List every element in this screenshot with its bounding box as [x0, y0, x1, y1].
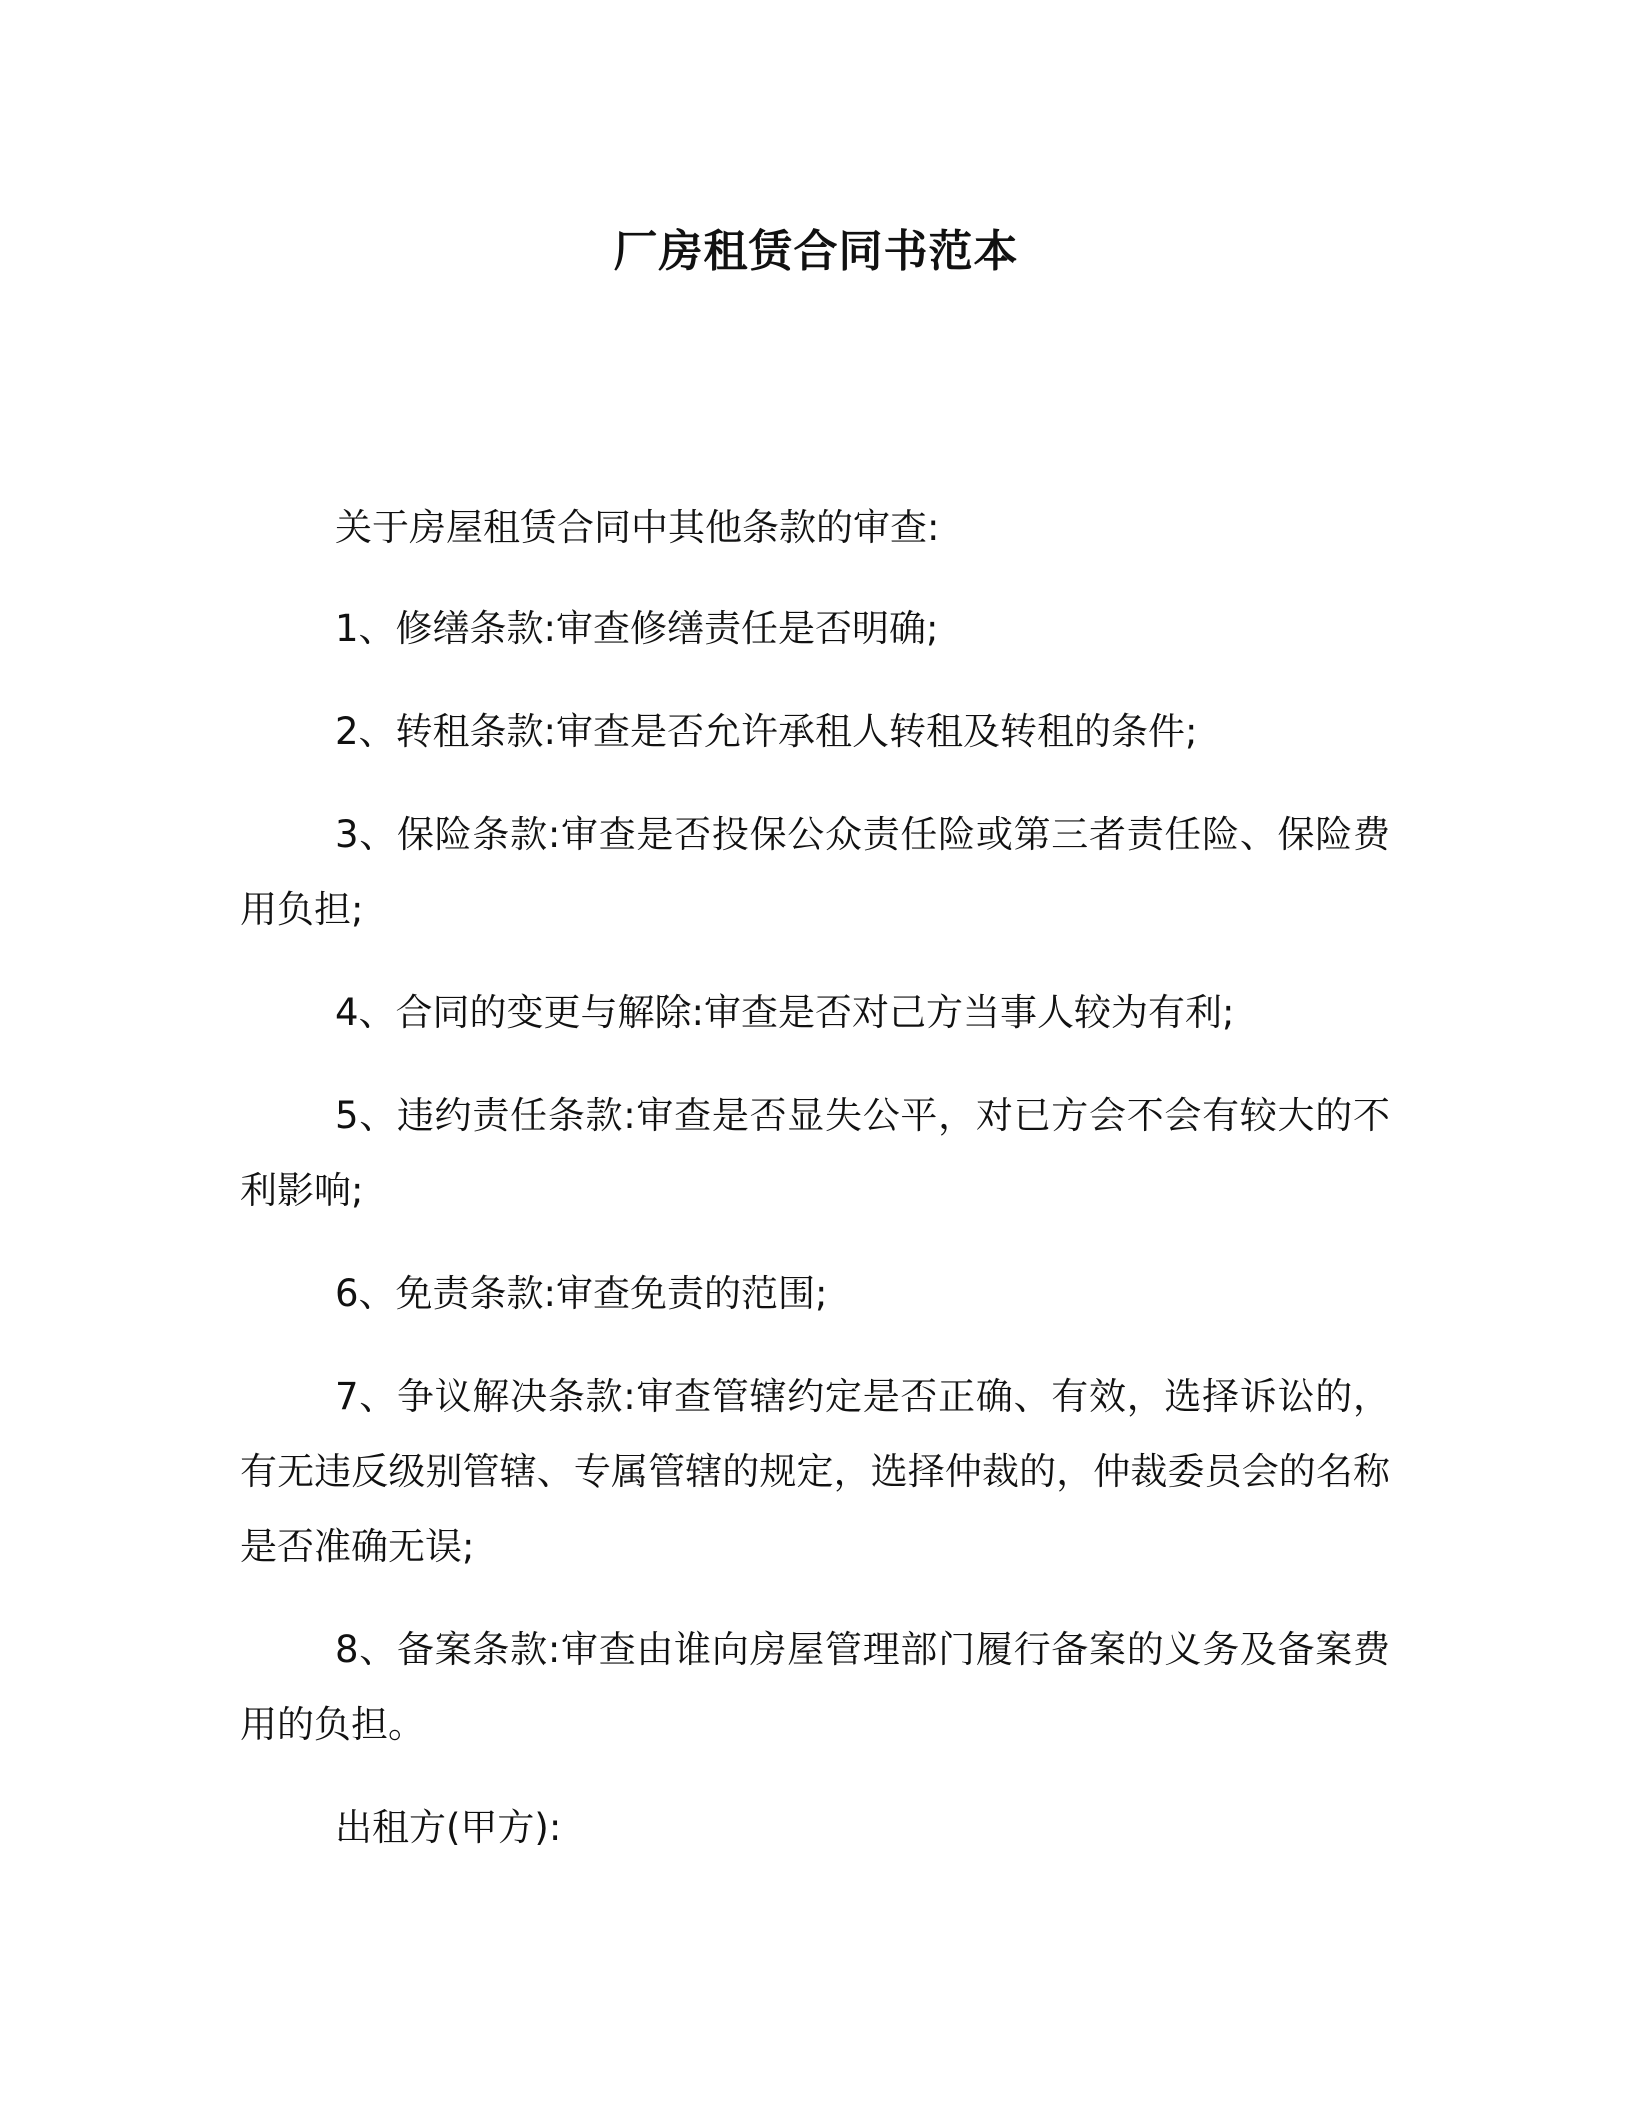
clause-modification-termination: 4、合同的变更与解除:审查是否对己方当事人较为有利;: [335, 991, 1235, 1034]
document-body: [240, 490, 1390, 1893]
clause-sublease: 2、转租条款:审查是否允许承租人转租及转租的条件;: [335, 710, 1198, 753]
lessor-signature-line: 出租方(甲方):: [335, 1806, 562, 1849]
clause-insurance: 3、保险条款:审查是否投保公众责任险或第三者责任险、保险费用负担;: [240, 813, 1390, 931]
clause-repair: 1、修缮条款:审查修缮责任是否明确;: [335, 607, 939, 650]
clause-exemption: 6、免责条款:审查免责的范围;: [335, 1272, 828, 1315]
clause-filing: 8、备案条款:审查由谁向房屋管理部门履行备案的义务及备案费用的负担。: [240, 1628, 1390, 1746]
document-title: 厂房租赁合同书范本: [613, 226, 1019, 277]
clause-dispute-resolution: 7、争议解决条款:审查管辖约定是否正确、有效，选择诉讼的，有无违反级别管辖、专属管辖的规定，选择仲裁的，仲裁委员会的名称是否准确无误;: [240, 1375, 1390, 1568]
clause-breach-liability: 5、违约责任条款:审查是否显失公平，对已方会不会有较大的不利影响;: [240, 1094, 1390, 1212]
intro-paragraph: 关于房屋租赁合同中其他条款的审查:: [335, 506, 940, 549]
